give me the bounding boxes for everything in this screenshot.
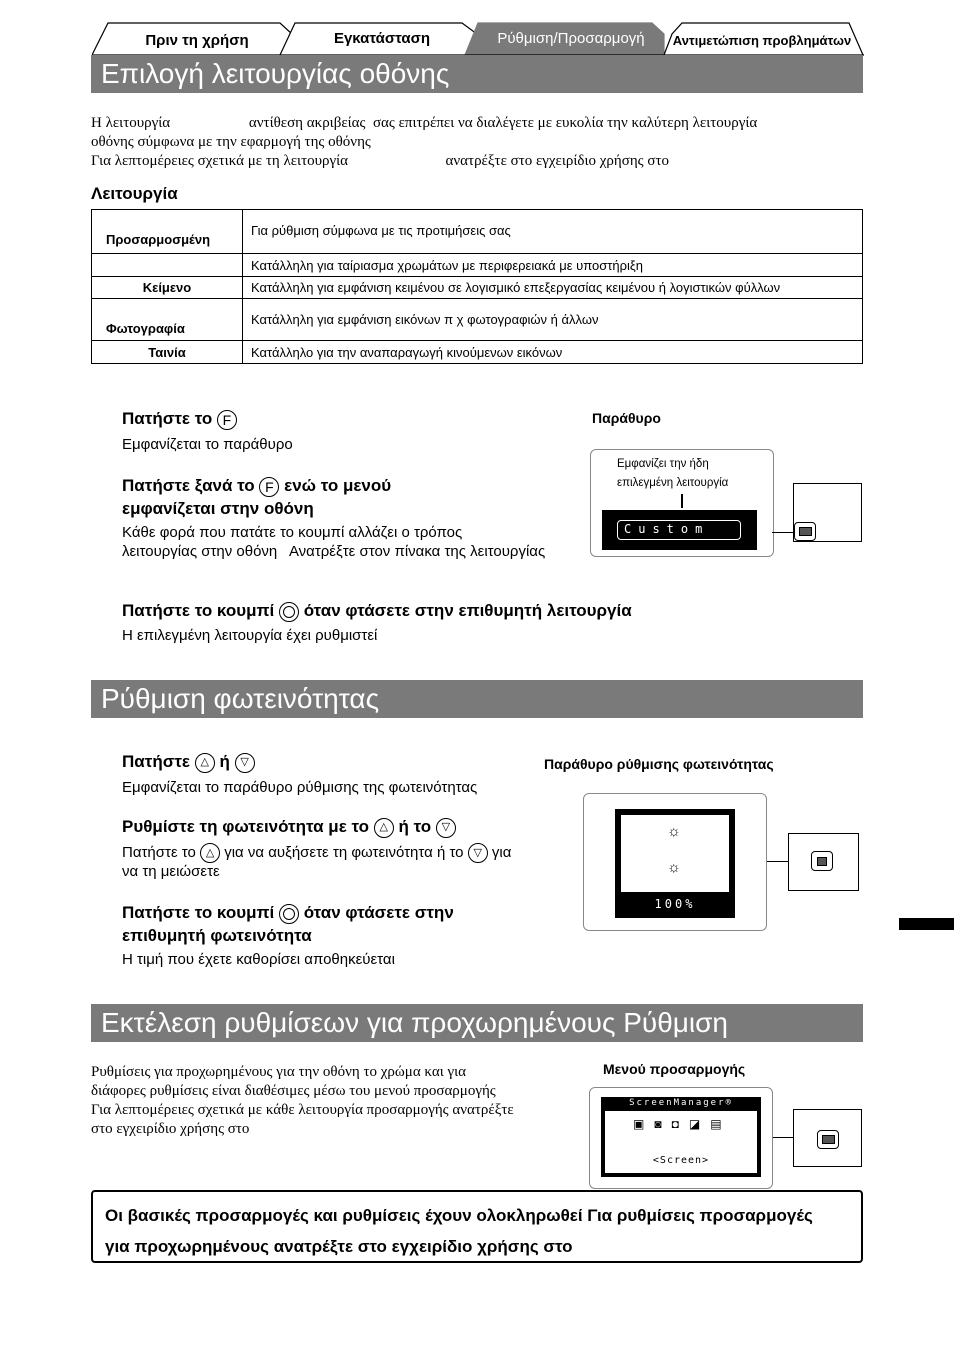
b-step1-desc: Εμφανίζεται το παράθυρο ρύθμισης της φωτεινότητας [122,779,478,796]
window-label: Παράθυρο [592,410,661,426]
adv-text-1: Ρυθμίσεις για προχωρημένους για την οθόνη το χρώμα και για [91,1064,467,1080]
b-step3-heading: Πατήστε το κουμπί όταν φτάσετε στην επιθυμητή φωτεινότητα [122,903,454,945]
step2-desc-2: λειτουργίας στην οθόνη Ανατρέξτε στον πίνακα της λειτουργίας [122,543,546,560]
enter-button-icon [279,904,299,924]
mode-movie: Ταινία [92,341,243,364]
mini-osd-icon [811,851,833,871]
brightness-osd-screen [621,815,729,892]
b-step2-heading: Ρυθμίστε τη φωτεινότητα με το △ ή το ▽ [122,817,456,838]
adv-text-3: Για λεπτομέρειες σχετικά με κάθε λειτουργία προσαρμογής ανατρέξτε [91,1102,514,1118]
down-button-icon: ▽ [468,843,488,863]
down-button-icon: ▽ [436,818,456,838]
intro-line-1: Η λειτουργία αντίθεση ακριβείας σας επιτρέπει να διαλέγετε με ευκολία την καλύτερη λειτουργία [91,115,758,131]
enter-button-icon [279,602,299,622]
mode-desc: Κατάλληλη για εμφάνιση εικόνων π χ φωτογραφιών ή άλλων [243,299,863,341]
adv-text-4: στο εγχειρίδιο χρήσης στο [91,1121,250,1137]
mode-desc: Κατάλληλο για την αναπαραγωγή κινούμενων εικόνων [243,341,863,364]
powersave-menu-icon: ◘ [671,1117,679,1131]
b-step2-desc-2: να τη μειώσετε [122,863,220,880]
section-title-display-mode: Επιλογή λειτουργίας οθόνης [91,55,863,93]
monitor-icon [793,1109,862,1167]
tab-setting-adjustment[interactable]: Ρύθμιση/Προσαρμογή [497,29,645,47]
step2-desc-1: Κάθε φορά που πατάτε το κουμπί αλλάζει ο τρόπος [122,524,463,541]
menu-title: ScreenManager® [629,1098,733,1108]
mode-desc: Κατάλληλη για ταίριασμα χρωμάτων με περιφερειακά με υποστήριξη [243,254,863,277]
brightness-osd [615,809,735,918]
intro-line-2: οθόνης σύμφωνα με την εφαρμογή της οθόνης [91,134,371,150]
b-step1-heading: Πατήστε △ ή ▽ [122,752,255,773]
tab-before-use[interactable]: Πριν τη χρήση [145,31,249,49]
mode-desc: Για ρύθμιση σύμφωνα με τις προτιμήσεις σας [243,210,863,254]
table-row [92,210,863,254]
completion-note [91,1190,863,1263]
connector-line [767,861,789,862]
connector-line [772,532,794,533]
color-menu-icon: ◙ [654,1117,662,1131]
window-text-2: επιλεγμένη λειτουργία [617,477,729,489]
intro-line-3: Για λεπτομέρειες σχετικά με τη λειτουργία ανατρέξτε στο εγχειρίδιο χρήσης στο [91,153,669,169]
menu-icons [633,1117,722,1131]
b-step2-desc-1: Πατήστε το △ για να αυξήσετε τη φωτεινότητα ή το ▽ για [122,843,511,863]
others-menu-icon: ◪ [688,1117,701,1131]
menu-item-screen: <Screen> [652,1155,710,1166]
info-menu-icon: ▤ [710,1117,722,1131]
table-row [92,254,863,277]
b-step3-desc: Η τιμή που έχετε καθορίσει αποθηκεύεται [122,951,395,968]
tab-installation[interactable]: Εγκατάσταση [333,29,431,47]
note-line-1: Οι βασικές προσαρμογές και ρυθμίσεις έχουν ολοκληρωθεί Για ρυθμίσεις προσαρμογές [105,1206,813,1225]
step2-heading: Πατήστε ξανά το F ενώ το μενού εμφανίζεται στην οθόνη [122,476,392,518]
step1-desc: Εμφανίζεται το παράθυρο [122,436,293,453]
up-button-icon: △ [374,818,394,838]
mode-desc: Κατάλληλη για εμφάνιση κειμένου σε λογισμικό επεξεργασίας κειμένου ή λογιστικών φύλλων [243,277,863,299]
connector-line [773,1137,794,1138]
adjustment-menu-osd [601,1097,761,1177]
page-edge-marker [899,918,954,930]
table-row [92,341,863,364]
screen-menu-icon: ▣ [633,1117,645,1131]
f-button-icon: F [217,410,237,430]
monitor-icon [788,833,859,891]
step3-desc: Η επιλεγμένη λειτουργία έχει ρυθμιστεί [122,627,378,644]
adjustment-menu-window [589,1087,773,1189]
menu-screen [605,1111,757,1173]
mode-custom: Προσαρμοσμένη [92,210,243,254]
mode-table [91,209,863,364]
step1-heading: Πατήστε το F [122,409,237,430]
brightness-window-label: Παράθυρο ρύθμισης φωτεινότητας [544,756,774,772]
brightness-sun-icon: ☼ [667,823,681,840]
mode-text: Κείμενο [92,277,243,299]
table-row [92,299,863,341]
mode-window [590,449,774,557]
pointer-line [681,494,683,508]
mode-name: Custom [617,520,741,540]
step3-heading: Πατήστε το κουμπί όταν φτάσετε στην επιθυμητή λειτουργία [122,601,632,620]
section-title-advanced: Εκτέλεση ρυθμίσεων για προχωρημένους Ρύθμιση [91,1004,863,1042]
mode-srgb [92,254,243,277]
nav-tabs [92,22,864,56]
mode-osd [602,510,757,550]
mini-osd-icon [794,522,816,541]
note-line-2: για προχωρημένους ανατρέξτε στο εγχειρίδιο χρήσης στο [105,1237,573,1256]
table-heading: Λειτουργία [91,184,178,203]
adv-text-2: διάφορες ρυθμίσεις είναι διαθέσιμες μέσω του μενού προσαρμογής [91,1083,496,1099]
mini-osd-icon [817,1130,839,1149]
menu-label: Μενού προσαρμογής [603,1061,746,1077]
tab-troubleshooting[interactable]: Αντιμετώπιση προβλημάτων [672,32,852,48]
mode-picture: Φωτογραφία [92,299,243,341]
up-button-icon: △ [195,753,215,773]
window-text-1: Εμφανίζει την ήδη [617,458,709,470]
down-button-icon: ▽ [235,753,255,773]
table-row [92,277,863,299]
f-button-icon: F [259,477,279,497]
brightness-window [583,793,767,931]
brightness-sun-icon: ☼ [667,859,681,876]
section-title-brightness: Ρύθμιση φωτεινότητας [91,680,863,718]
up-button-icon: △ [200,843,220,863]
brightness-value: 100% [654,897,696,911]
